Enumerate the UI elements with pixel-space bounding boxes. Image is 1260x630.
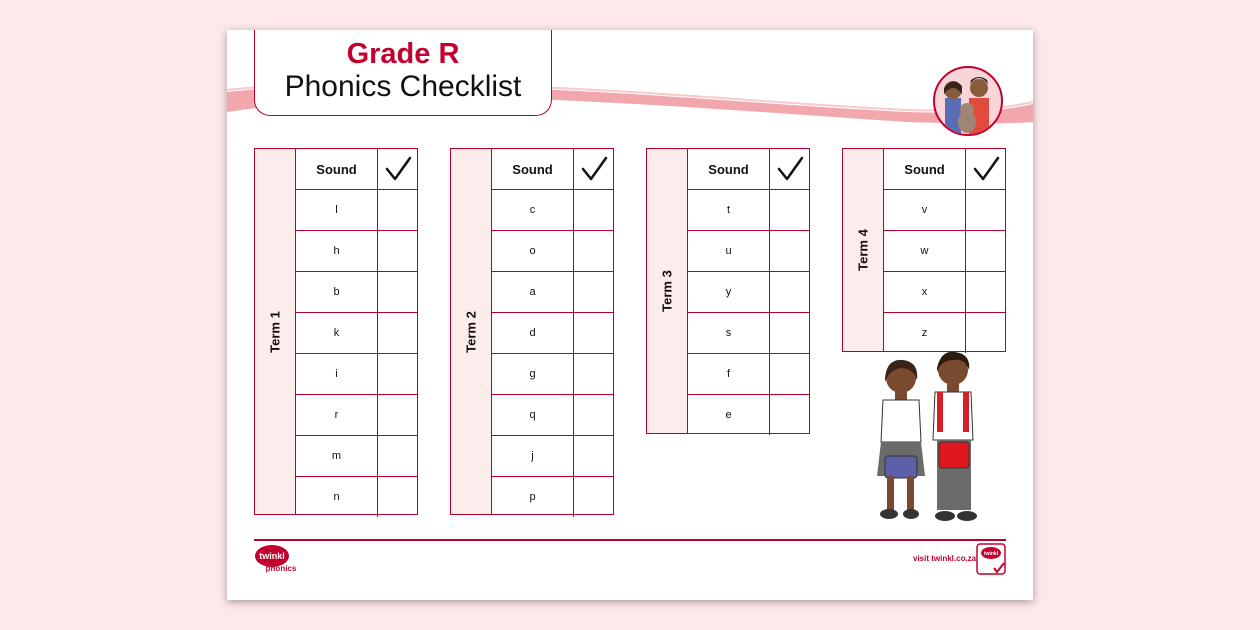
table-header-row	[884, 149, 1006, 190]
sound-cell: z	[884, 313, 966, 353]
table-row	[492, 395, 614, 436]
twinkl-phonics-logo	[254, 544, 300, 578]
term-label: Term 1	[267, 310, 283, 353]
term-label-column	[255, 149, 296, 514]
check-box[interactable]	[378, 313, 418, 353]
term-label-column	[451, 149, 492, 514]
check-box[interactable]	[966, 272, 1006, 312]
sound-cell: l	[296, 190, 378, 230]
term-4-table	[842, 148, 1006, 352]
footer-divider	[254, 539, 1006, 541]
check-box[interactable]	[770, 190, 810, 230]
table-row	[884, 272, 1006, 313]
check-box[interactable]	[574, 395, 614, 435]
table-row	[884, 231, 1006, 272]
table-row	[688, 190, 810, 231]
sound-cell: o	[492, 231, 574, 271]
title-main: Phonics Checklist	[284, 70, 522, 103]
term-label-column	[843, 149, 884, 351]
visit-link[interactable]: visit twinkl.co.za	[913, 554, 977, 563]
check-box[interactable]	[574, 190, 614, 230]
table-row	[688, 313, 810, 354]
check-box[interactable]	[574, 231, 614, 271]
table-header-row	[688, 149, 810, 190]
sound-cell: v	[884, 190, 966, 230]
term-3-table	[646, 148, 810, 434]
sound-cell: j	[492, 436, 574, 476]
check-box[interactable]	[966, 190, 1006, 230]
svg-text:twinkl: twinkl	[983, 551, 999, 557]
sound-cell: q	[492, 395, 574, 435]
table-row	[492, 313, 614, 354]
sound-cell: m	[296, 436, 378, 476]
table-row	[492, 190, 614, 231]
check-box[interactable]	[966, 231, 1006, 271]
check-box[interactable]	[378, 231, 418, 271]
sound-grid	[884, 149, 1006, 353]
sound-cell: n	[296, 477, 378, 517]
check-box[interactable]	[378, 477, 418, 517]
sound-cell: b	[296, 272, 378, 312]
sound-cell: g	[492, 354, 574, 394]
table-row	[296, 477, 418, 517]
sound-grid	[492, 149, 614, 517]
table-row	[296, 436, 418, 477]
table-row	[296, 395, 418, 436]
term-label: Term 4	[855, 229, 871, 271]
check-box[interactable]	[770, 231, 810, 271]
term-label-column	[647, 149, 688, 433]
table-row	[688, 272, 810, 313]
sound-header: Sound	[492, 149, 574, 189]
check-box[interactable]	[378, 354, 418, 394]
check-box[interactable]	[574, 272, 614, 312]
title-grade: Grade R	[346, 38, 460, 70]
table-row	[296, 190, 418, 231]
table-row	[688, 231, 810, 272]
check-box[interactable]	[378, 190, 418, 230]
table-row	[688, 354, 810, 395]
sound-cell: h	[296, 231, 378, 271]
check-box[interactable]	[378, 395, 418, 435]
sound-cell: s	[688, 313, 770, 353]
sound-header: Sound	[296, 149, 378, 189]
check-box[interactable]	[574, 477, 614, 517]
term-1-table	[254, 148, 418, 515]
check-box[interactable]	[770, 272, 810, 312]
table-row	[296, 313, 418, 354]
term-label: Term 3	[659, 270, 675, 312]
check-box[interactable]	[770, 313, 810, 353]
table-row	[492, 231, 614, 272]
table-row	[296, 272, 418, 313]
sound-cell: k	[296, 313, 378, 353]
sound-header: Sound	[688, 149, 770, 189]
table-row	[884, 190, 1006, 231]
checkmark-icon	[574, 149, 614, 189]
title-box	[254, 30, 552, 116]
term-label: Term 2	[463, 310, 479, 353]
table-row	[296, 354, 418, 395]
two-schoolchildren-illustration	[861, 346, 987, 526]
sound-header: Sound	[884, 149, 966, 189]
table-row	[296, 231, 418, 272]
worksheet	[227, 30, 1033, 600]
table-row	[492, 354, 614, 395]
sound-cell: c	[492, 190, 574, 230]
table-header-row	[492, 149, 614, 190]
term-2-table	[450, 148, 614, 515]
check-box[interactable]	[574, 313, 614, 353]
sound-cell: p	[492, 477, 574, 517]
checkmark-icon	[966, 149, 1006, 189]
check-box[interactable]	[574, 436, 614, 476]
sound-cell: d	[492, 313, 574, 353]
check-box[interactable]	[378, 436, 418, 476]
sound-cell: w	[884, 231, 966, 271]
sound-grid	[688, 149, 810, 435]
sound-cell: x	[884, 272, 966, 312]
sound-cell: t	[688, 190, 770, 230]
checkmark-icon	[378, 149, 418, 189]
table-row	[688, 395, 810, 435]
table-header-row	[296, 149, 418, 190]
sound-grid	[296, 149, 418, 517]
characters-badge	[933, 66, 1003, 136]
table-row	[492, 477, 614, 517]
sound-cell: f	[688, 354, 770, 394]
sound-cell: y	[688, 272, 770, 312]
check-box[interactable]	[378, 272, 418, 312]
svg-text:twinkl: twinkl	[259, 551, 285, 561]
sound-cell: a	[492, 272, 574, 312]
quality-approved-badge	[976, 543, 1006, 575]
sound-cell: e	[688, 395, 770, 435]
svg-text:phonics: phonics	[265, 564, 297, 573]
table-row	[492, 272, 614, 313]
check-box[interactable]	[770, 395, 810, 435]
table-row	[492, 436, 614, 477]
sound-cell: i	[296, 354, 378, 394]
check-box[interactable]	[770, 354, 810, 394]
checkmark-icon	[770, 149, 810, 189]
sound-cell: r	[296, 395, 378, 435]
sound-cell: u	[688, 231, 770, 271]
check-box[interactable]	[574, 354, 614, 394]
